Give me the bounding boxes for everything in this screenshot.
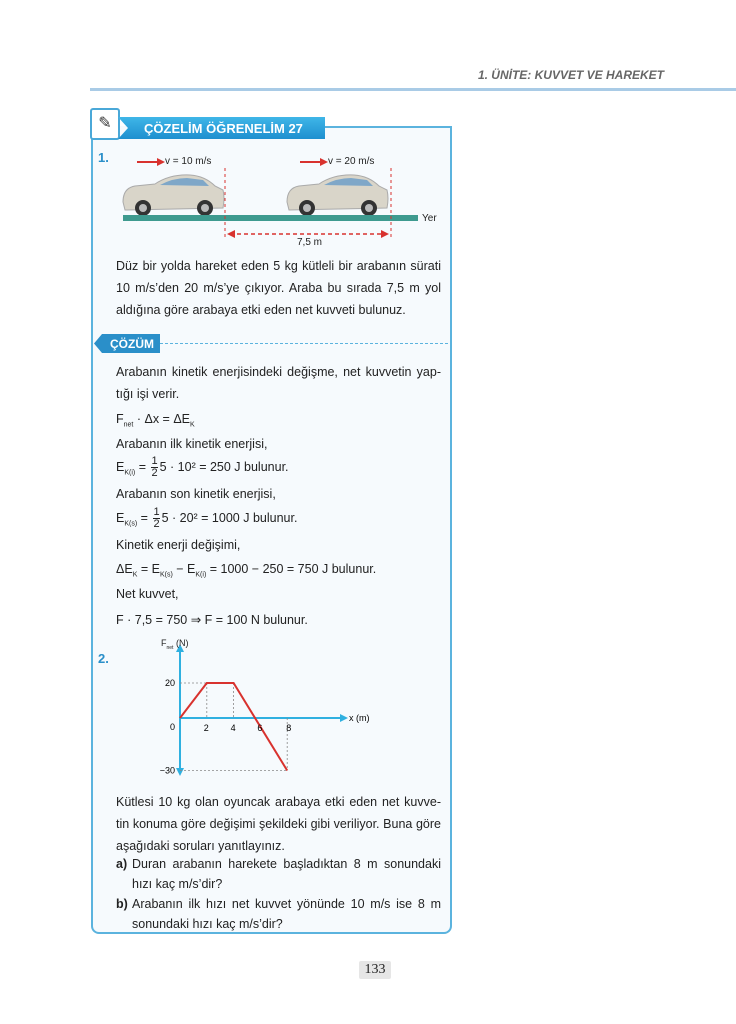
ground [123, 215, 418, 221]
solution-text: Kinetik enerji değişimi, [116, 538, 241, 552]
denominator: 2 [151, 467, 158, 479]
x-tick-label: 2 [203, 723, 209, 733]
solution-divider [160, 343, 448, 344]
eq-text: = [137, 510, 152, 525]
eq-text: F [116, 412, 124, 426]
eq-sub: K(i) [195, 571, 207, 579]
question-a-text: Duran arabanın harekete başladıktan 8 m sonundaki [132, 857, 441, 871]
velocity-1-label: v = 10 m/s [165, 156, 212, 167]
box-top-border [325, 126, 450, 128]
fraction [151, 456, 157, 479]
ylabel-sub: net [166, 644, 174, 651]
eq-sub: K [190, 421, 195, 429]
velocity-2-label: v = 20 m/s [328, 156, 375, 167]
eq-text: 5 · 20² = 1000 J bulunur. [161, 510, 298, 525]
force-position-chart [140, 636, 380, 776]
solution-label: ÇÖZÜM [110, 337, 154, 351]
eq-sub: K(s) [159, 571, 173, 579]
eq-text: 5 · 10² = 250 J bulunur. [159, 459, 289, 474]
section-title: ÇÖZELİM ÖĞRENELİM 27 [144, 121, 303, 136]
equation-initial-ke [116, 456, 289, 479]
y-tick-label: 20 [164, 678, 175, 688]
equation-force: F · 7,5 = 750 ⇒ F = 100 N bulunur. [116, 613, 308, 627]
ground-label: Yer [422, 213, 437, 224]
fraction [153, 507, 159, 530]
numerator: 1 [151, 455, 158, 467]
eq-text: = 1000 − 250 = 750 J bulunur. [206, 562, 377, 576]
page-number: 133 [364, 962, 386, 977]
denominator: 2 [153, 518, 160, 530]
header-rule [90, 88, 736, 91]
question-a-label: a) [116, 857, 128, 871]
ylabel-text: F [161, 638, 167, 648]
eq-sub: net [123, 421, 134, 429]
question-a-text: hızı kaç m/s’dir? [132, 877, 223, 891]
eq-text: · Δx = ΔE [133, 412, 191, 426]
question-b-label: b) [116, 897, 128, 911]
velocity-arrow-1 [137, 158, 165, 166]
eq-text: ΔE [116, 562, 133, 576]
car-2-icon [287, 175, 388, 216]
eq-sub: K(i) [124, 469, 136, 477]
x-tick-label: 8 [286, 723, 292, 733]
y-tick-label: −30 [159, 765, 175, 776]
y-axis-arrow-down [176, 768, 184, 776]
velocity-arrow-2 [300, 158, 328, 166]
y-tick-label: 0 [169, 722, 175, 732]
eq-text: = E [137, 562, 160, 576]
x-tick-label: 6 [257, 723, 263, 733]
equation-delta-ke [116, 562, 376, 579]
question-b-text: Arabanın ilk hızı net kuvvet yönünde 10 m/s ise 8 m [132, 897, 441, 911]
chart-ylabel [161, 638, 188, 651]
x-axis-arrow [340, 714, 348, 722]
x-axis-label: x (m) [349, 713, 370, 723]
problem-2-text: tin konuma göre değişimi şekildeki gibi veriliyor. Buna göre [116, 817, 441, 831]
problem-2-text: aşağıdaki soruları yanıtlayınız. [116, 839, 285, 853]
eq-text: E [116, 510, 125, 525]
problem-1-number: 1. [98, 150, 109, 165]
solution-text: Arabanın son kinetik enerjisi, [116, 487, 276, 501]
eq-sub: K [132, 571, 138, 579]
notebook-pencil-icon: ✎ [90, 108, 120, 140]
question-b-text: sonundaki hızı kaç m/s’dir? [132, 917, 283, 931]
numerator: 1 [153, 506, 160, 518]
equation-final-ke [116, 507, 297, 530]
eq-sub: K(s) [124, 520, 138, 528]
solution-text: Arabanın ilk kinetik enerjisi, [116, 437, 268, 451]
solution-text: Arabanın kinetik enerjisindeki değişme, net kuvvetin yap- [116, 365, 441, 379]
problem-2-text: Kütlesi 10 kg olan oyuncak arabaya etki eden net kuvve- [116, 795, 441, 809]
car-1-icon [123, 175, 224, 216]
x-tick-label: 4 [230, 723, 236, 733]
eq-text: E [116, 459, 125, 474]
problem-1-text: Düz bir yolda hareket eden 5 kg kütleli bir arabanın sürati [116, 259, 441, 273]
distance-label: 7,5 m [297, 237, 323, 248]
problem-1-text: aldığına göre arabaya etki eden net kuvveti bulunuz. [116, 303, 406, 317]
eq-text: = [135, 459, 150, 474]
unit-title: 1. ÜNİTE: KUVVET VE HAREKET [477, 68, 664, 82]
solution-text: tığı işi verir. [116, 387, 180, 401]
eq-text: − E [172, 562, 196, 576]
problem-2-number: 2. [98, 651, 109, 666]
solution-text: Net kuvvet, [116, 587, 179, 601]
ylabel-unit: (N) [173, 638, 189, 648]
equation-work [116, 412, 195, 429]
problem-1-text: 10 m/s’den 20 m/s’ye çıkıyor. Araba bu sırada 7,5 m yol [116, 281, 441, 295]
